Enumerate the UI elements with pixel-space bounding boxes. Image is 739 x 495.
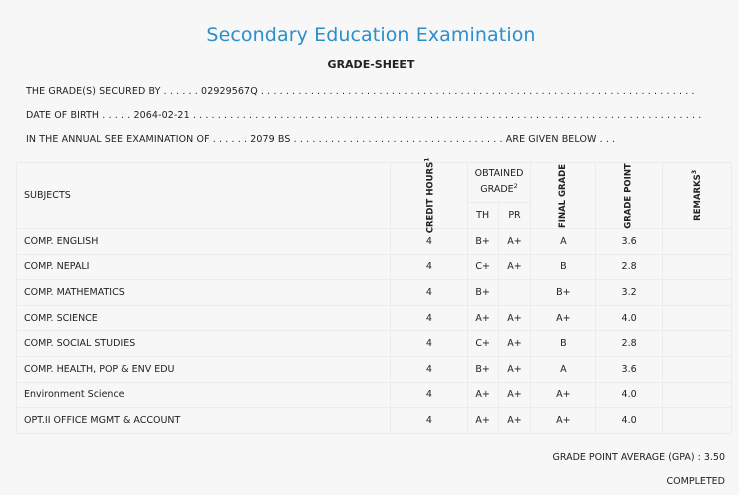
header-obtained-grade: OBTAINED GRADE$^2$ (467, 163, 531, 203)
pr-grade-cell (498, 280, 531, 306)
header-final-grade: FINAL GRADE (531, 163, 596, 229)
exam-dots: . . . . . . . . . . . . . . . . . . . . . . . . . . . . . . . . . . (293, 134, 503, 145)
th-grade-cell: C+ (467, 254, 498, 280)
gpa-value: 3.50 (703, 452, 725, 463)
grade-sheet-heading: GRADE-SHEET (327, 58, 415, 71)
gpa-label: GRADE POINT AVERAGE (GPA) : (552, 452, 701, 463)
grade-point-cell: 4.0 (596, 408, 662, 434)
exam-label: IN THE ANNUAL SEE EXAMINATION OF . . . . . . (26, 134, 248, 145)
remarks-cell (662, 331, 731, 357)
final-grade-cell: A (531, 229, 596, 255)
exam-line (26, 134, 615, 145)
pr-grade-cell: A+ (498, 305, 531, 331)
grade-point-cell: 3.6 (596, 356, 662, 382)
exam-year: 2079 BS (250, 134, 291, 145)
remarks-cell (662, 408, 731, 434)
subject-cell: COMP. NEPALI (17, 254, 391, 280)
table-row (17, 382, 732, 408)
result-status: COMPLETED (666, 476, 725, 487)
dob-line (26, 110, 701, 121)
final-grade-cell: B (531, 331, 596, 357)
table-row (17, 331, 732, 357)
remarks-cell (662, 229, 731, 255)
th-grade-cell: B+ (467, 229, 498, 255)
table-row (17, 305, 732, 331)
credit-hours-cell: 4 (391, 331, 468, 357)
grade-point-cell: 3.6 (596, 229, 662, 255)
th-grade-cell: A+ (467, 382, 498, 408)
remarks-cell (662, 254, 731, 280)
credit-hours-cell: 4 (391, 356, 468, 382)
header-credit-hours: CREDIT HOURS$^1$ (391, 163, 468, 229)
th-grade-cell: B+ (467, 356, 498, 382)
final-grade-cell: B+ (531, 280, 596, 306)
page-title: Secondary Education Examination (206, 24, 536, 46)
remarks-cell (662, 356, 731, 382)
final-grade-cell: B (531, 254, 596, 280)
credit-hours-cell: 4 (391, 408, 468, 434)
pr-grade-cell: A+ (498, 382, 531, 408)
header-subjects: SUBJECTS (17, 163, 391, 229)
exam-suffix: ARE GIVEN BELOW . . . (505, 134, 616, 145)
dob-dots: . . . . . . . . . . . . . . . . . . . . . . . . . . . . . . . . . . . . . . . . . . . . . . . . . . . . . . . . . . . . . . . . . . . . . . . . . . . . . . . . . . (192, 110, 702, 121)
grade-point-cell: 2.8 (596, 254, 662, 280)
subject-cell: COMP. SCIENCE (17, 305, 391, 331)
grade-point-cell: 3.2 (596, 280, 662, 306)
subject-cell: COMP. HEALTH, POP & ENV EDU (17, 356, 391, 382)
header-th: TH (467, 203, 498, 229)
subject-cell: COMP. ENGLISH (17, 229, 391, 255)
header-remarks: REMARKS$^3$ (662, 163, 731, 229)
remarks-cell (662, 305, 731, 331)
credit-hours-cell: 4 (391, 254, 468, 280)
subject-cell: Environment Science (17, 382, 391, 408)
gpa-summary (553, 452, 725, 463)
table-row (17, 356, 732, 382)
final-grade-cell: A+ (531, 305, 596, 331)
subject-cell: COMP. SOCIAL STUDIES (17, 331, 391, 357)
dob-label: DATE OF BIRTH . . . . . (26, 110, 131, 121)
final-grade-cell: A (531, 356, 596, 382)
header-grade-point: GRADE POINT (596, 163, 662, 229)
pr-grade-cell: A+ (498, 356, 531, 382)
credit-hours-cell: 4 (391, 305, 468, 331)
final-grade-cell: A+ (531, 382, 596, 408)
secured-by-label: THE GRADE(S) SECURED BY . . . . . . (26, 86, 198, 97)
table-row (17, 254, 732, 280)
date-of-birth: 2064-02-21 (133, 110, 190, 121)
grade-point-cell: 2.8 (596, 331, 662, 357)
grade-point-cell: 4.0 (596, 305, 662, 331)
pr-grade-cell: A+ (498, 408, 531, 434)
table-row (17, 280, 732, 306)
th-grade-cell: B+ (467, 280, 498, 306)
grade-point-cell: 4.0 (596, 382, 662, 408)
secured-by-line (26, 86, 695, 97)
table-row (17, 229, 732, 255)
subject-cell: COMP. MATHEMATICS (17, 280, 391, 306)
th-grade-cell: A+ (467, 408, 498, 434)
pr-grade-cell: A+ (498, 254, 531, 280)
pr-grade-cell: A+ (498, 331, 531, 357)
symbol-number: 02929567Q (201, 86, 258, 97)
grades-table (16, 157, 732, 434)
header-pr: PR (498, 203, 531, 229)
subject-cell: OPT.II OFFICE MGMT & ACCOUNT (17, 408, 391, 434)
table-row (17, 408, 732, 434)
final-grade-cell: A+ (531, 408, 596, 434)
remarks-cell (662, 382, 731, 408)
th-grade-cell: C+ (467, 331, 498, 357)
pr-grade-cell: A+ (498, 229, 531, 255)
remarks-cell (662, 280, 731, 306)
credit-hours-cell: 4 (391, 229, 468, 255)
credit-hours-cell: 4 (391, 382, 468, 408)
secured-by-dots: . . . . . . . . . . . . . . . . . . . . . . . . . . . . . . . . . . . . . . . . . . . . . . . . . . . . . . . . . . . . . . . . . . . . . . (260, 86, 695, 97)
th-grade-cell: A+ (467, 305, 498, 331)
credit-hours-cell: 4 (391, 280, 468, 306)
